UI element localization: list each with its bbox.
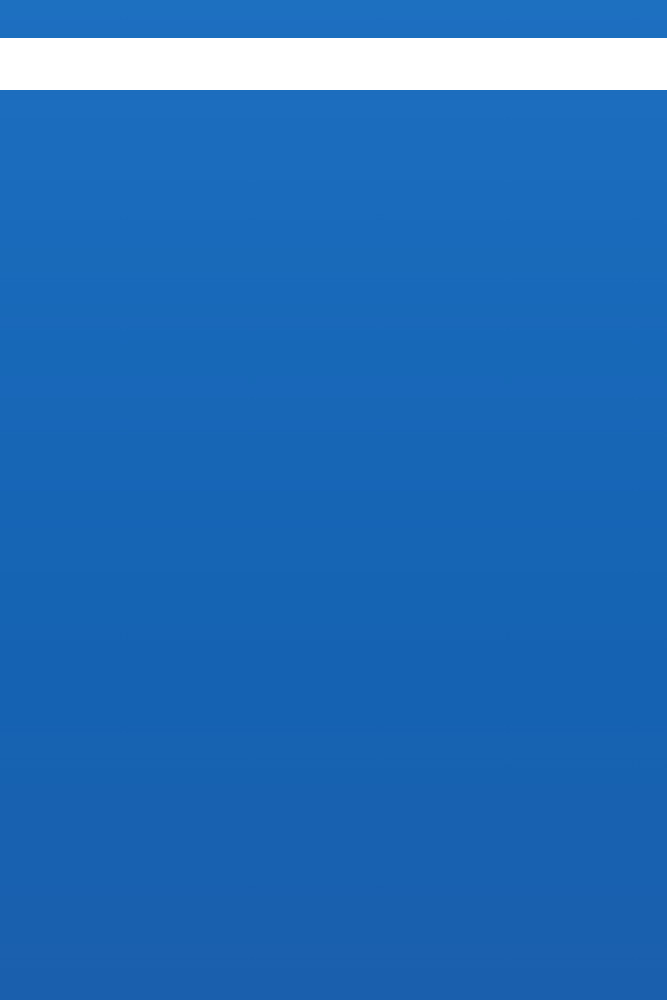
- side-triangle-pattern: [555, 548, 667, 1000]
- top-triangle-pattern: [0, 0, 667, 38]
- title-bar: [0, 38, 667, 90]
